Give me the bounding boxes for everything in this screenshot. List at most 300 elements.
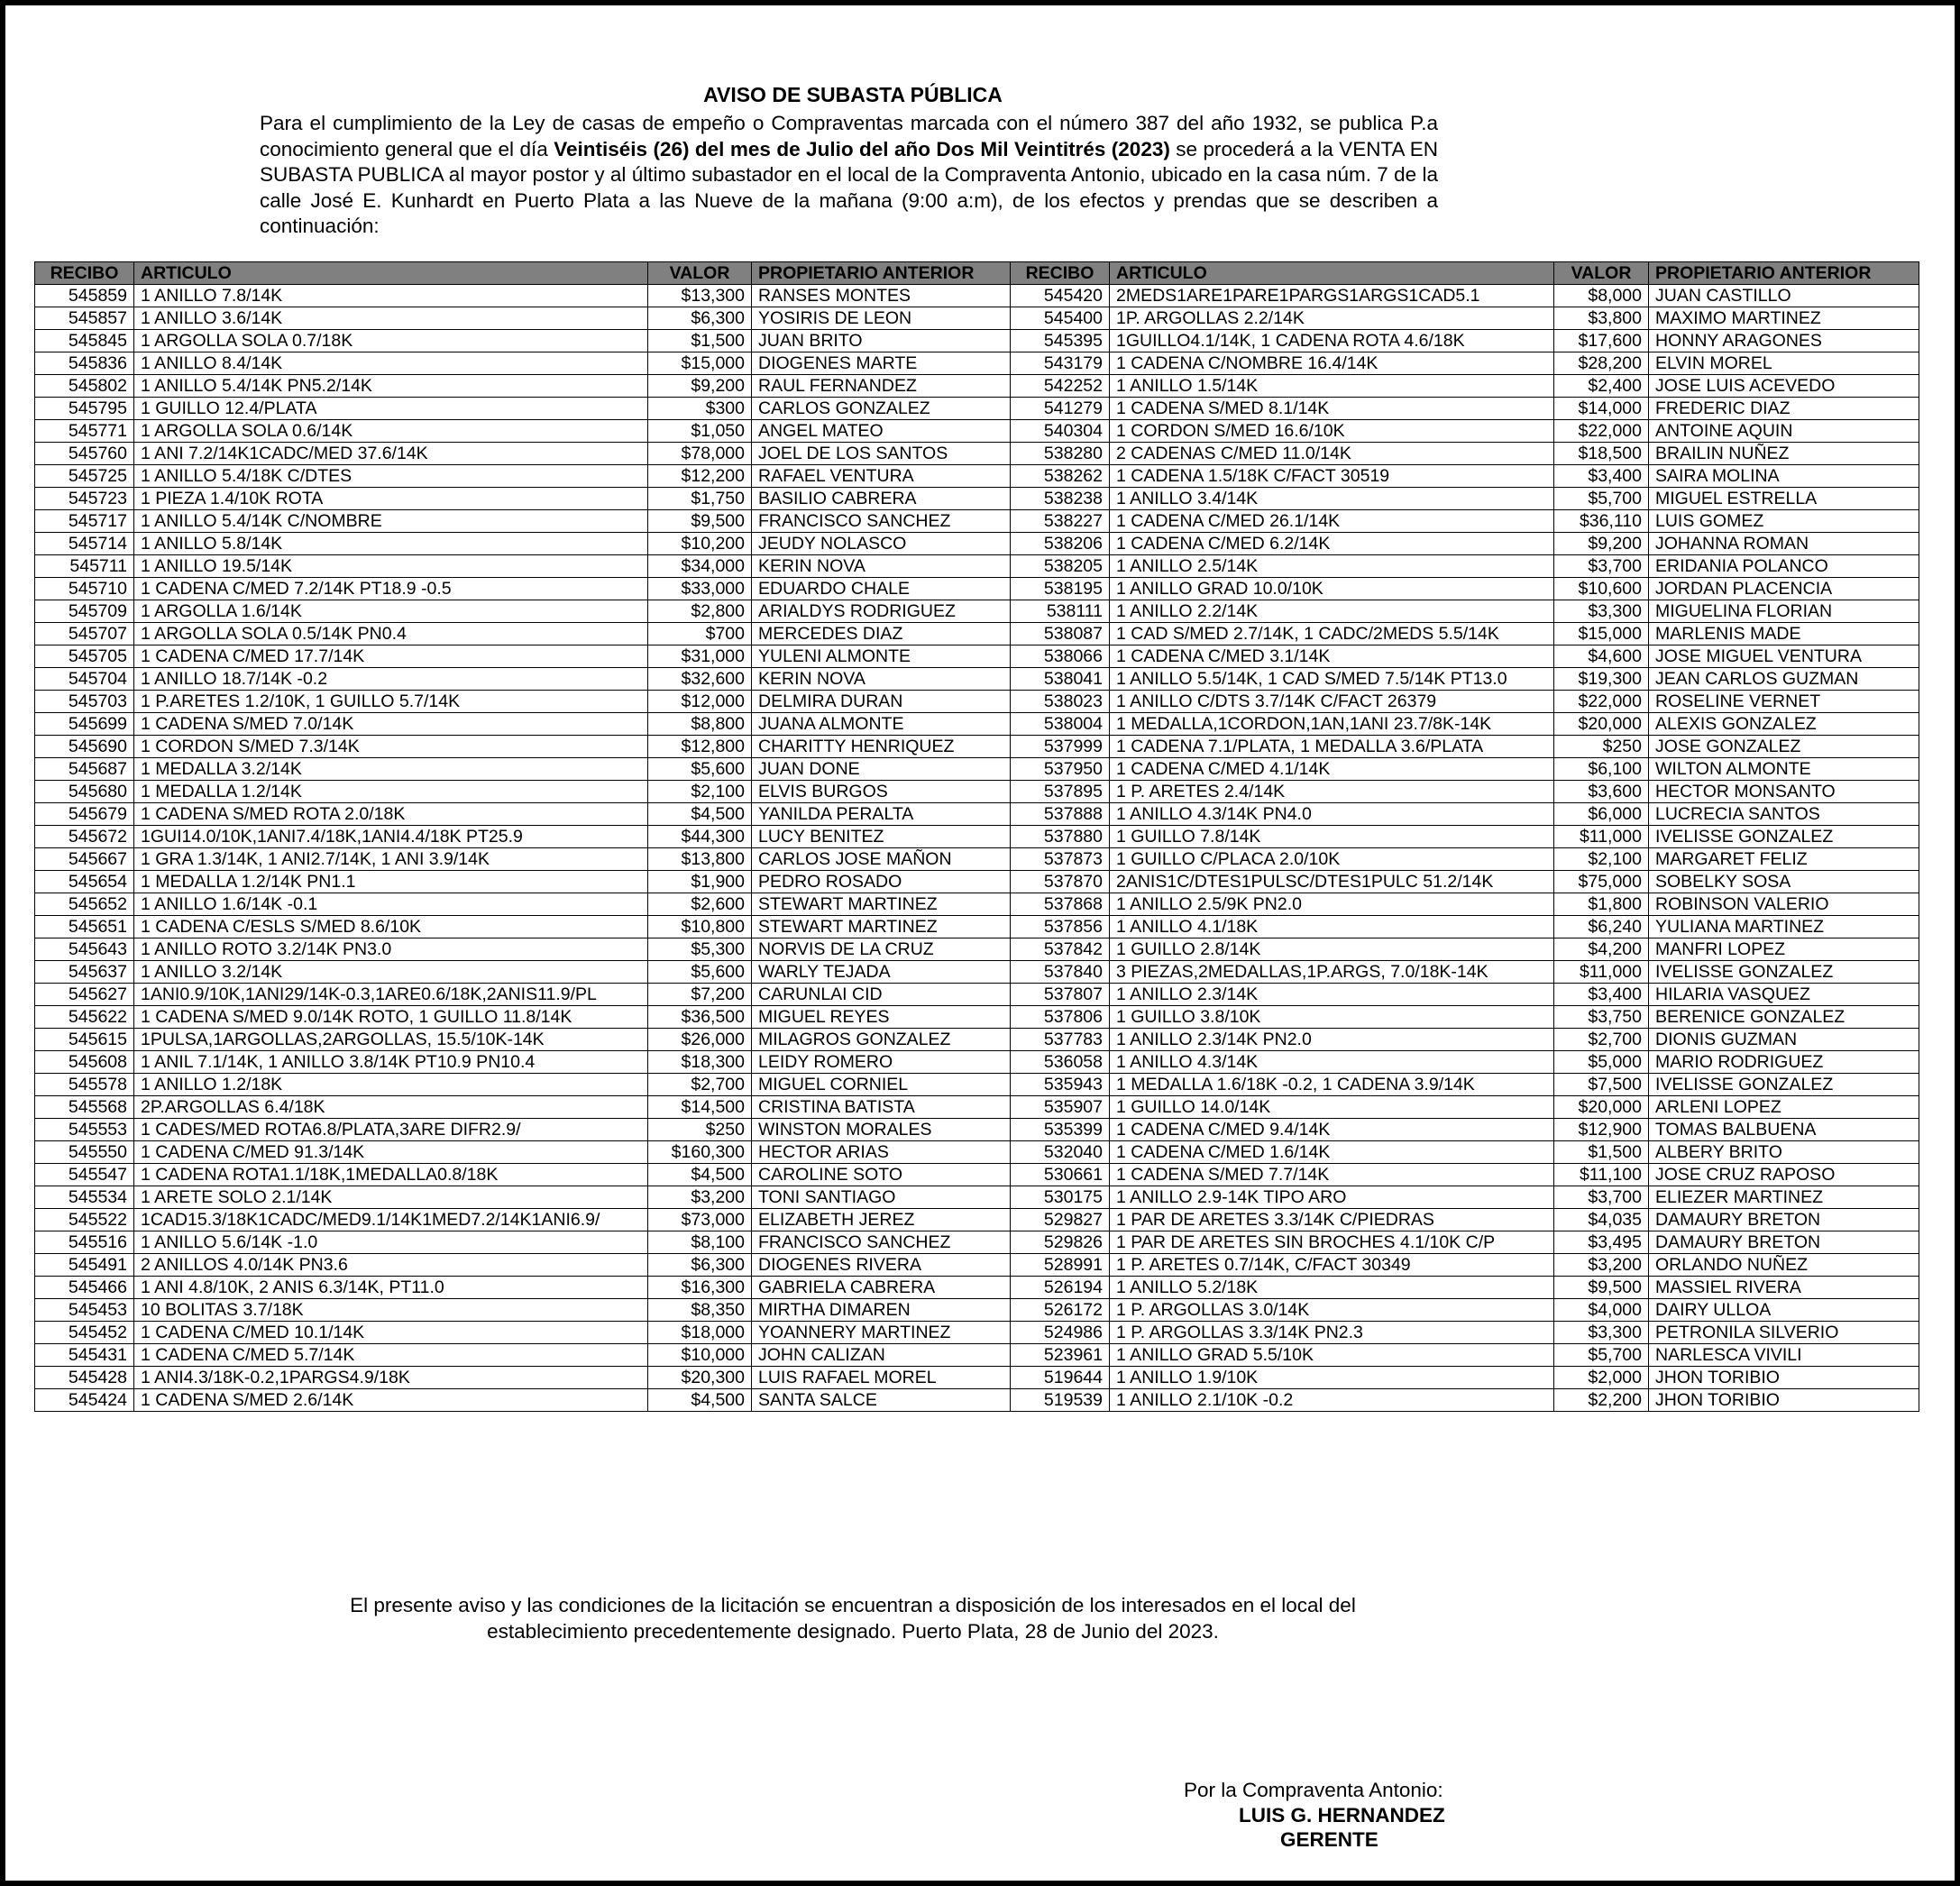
cell-valor: $9,200 [1554, 533, 1649, 555]
cell-valor: $250 [1554, 736, 1649, 758]
cell-articulo: 1 CADENA S/MED 8.1/14K [1110, 398, 1554, 420]
cell-propietario: JOSE CRUZ RAPOSO [1649, 1164, 1919, 1186]
cell-valor: $14,000 [1554, 398, 1649, 420]
cell-recibo: 524986 [1011, 1322, 1110, 1344]
cell-articulo: 1 ANILLO 3.6/14K [134, 307, 648, 330]
table-row [35, 1051, 1919, 1074]
cell-valor: $2,700 [1554, 1029, 1649, 1051]
cell-recibo: 523961 [1011, 1344, 1110, 1367]
cell-recibo: 545553 [35, 1119, 134, 1141]
cell-valor: $17,600 [1554, 330, 1649, 352]
cell-recibo: 535907 [1011, 1096, 1110, 1119]
cell-recibo: 537856 [1011, 916, 1110, 938]
cell-articulo: 1 ARETE SOLO 2.1/14K [134, 1186, 648, 1209]
cell-valor: $32,600 [648, 668, 752, 691]
cell-valor: $2,100 [648, 781, 752, 803]
cell-articulo: 1 GUILLO C/PLACA 2.0/10K [1110, 848, 1554, 871]
cell-propietario: JUAN BRITO [752, 330, 1011, 352]
cell-recibo: 545705 [35, 645, 134, 668]
cell-valor: $1,050 [648, 420, 752, 443]
cell-recibo: 526172 [1011, 1299, 1110, 1322]
cell-articulo: 1 ANILLO 2.3/14K PN2.0 [1110, 1029, 1554, 1051]
cell-propietario: DELMIRA DURAN [752, 691, 1011, 713]
cell-propietario: ALEXIS GONZALEZ [1649, 713, 1919, 736]
cell-recibo: 545491 [35, 1254, 134, 1277]
cell-articulo: 1 ANILLO 5.2/18K [1110, 1277, 1554, 1299]
cell-valor: $4,600 [1554, 645, 1649, 668]
cell-recibo: 545710 [35, 578, 134, 600]
cell-valor: $20,300 [648, 1367, 752, 1389]
cell-articulo: 1 GUILLO 12.4/PLATA [134, 398, 648, 420]
cell-recibo: 545651 [35, 916, 134, 938]
cell-recibo: 541279 [1011, 398, 1110, 420]
cell-valor: $3,750 [1554, 1006, 1649, 1029]
cell-valor: $3,200 [648, 1186, 752, 1209]
cell-propietario: BRAILIN NUÑEZ [1649, 443, 1919, 465]
cell-propietario: LUCRECIA SANTOS [1649, 803, 1919, 826]
cell-recibo: 545687 [35, 758, 134, 781]
cell-propietario: JHON TORIBIO [1649, 1367, 1919, 1389]
cell-recibo: 545400 [1011, 307, 1110, 330]
cell-propietario: ELVIN MOREL [1649, 352, 1919, 375]
cell-articulo: 1 MEDALLA 3.2/14K [134, 758, 648, 781]
cell-propietario: ROBINSON VALERIO [1649, 893, 1919, 916]
header-recibo: RECIBO [1011, 262, 1110, 285]
cell-propietario: MARLENIS MADE [1649, 623, 1919, 645]
cell-recibo: 526194 [1011, 1277, 1110, 1299]
table-row [35, 1299, 1919, 1322]
cell-articulo: 1 ANILLO C/DTS 3.7/14K C/FACT 26379 [1110, 691, 1554, 713]
cell-articulo: 1 ANILLO 2.2/14K [1110, 600, 1554, 623]
cell-valor: $11,000 [1554, 961, 1649, 984]
cell-recibo: 530661 [1011, 1164, 1110, 1186]
table-row [35, 600, 1919, 623]
table-row [35, 984, 1919, 1006]
cell-articulo: 1 ANILLO 5.5/14K, 1 CAD S/MED 7.5/14K PT13.0 [1110, 668, 1554, 691]
cell-valor: $12,200 [648, 465, 752, 488]
cell-recibo: 545654 [35, 871, 134, 893]
cell-propietario: DAMAURY BRETON [1649, 1231, 1919, 1254]
cell-articulo: 1 GUILLO 3.8/10K [1110, 1006, 1554, 1029]
table-row [35, 961, 1919, 984]
cell-recibo: 545420 [1011, 285, 1110, 307]
cell-propietario: NORVIS DE LA CRUZ [752, 938, 1011, 961]
cell-recibo: 545608 [35, 1051, 134, 1074]
cell-recibo: 545453 [35, 1299, 134, 1322]
cell-valor: $5,300 [648, 938, 752, 961]
cell-recibo: 538023 [1011, 691, 1110, 713]
cell-articulo: 2 ANILLOS 4.0/14K PN3.6 [134, 1254, 648, 1277]
table-body [35, 285, 1919, 1412]
cell-valor: $2,700 [648, 1074, 752, 1096]
table-row [35, 533, 1919, 555]
cell-propietario: IVELISSE GONZALEZ [1649, 826, 1919, 848]
cell-articulo: 1 CADES/MED ROTA6.8/PLATA,3ARE DIFR2.9/ [134, 1119, 648, 1141]
cell-propietario: ARIALDYS RODRIGUEZ [752, 600, 1011, 623]
cell-recibo: 538280 [1011, 443, 1110, 465]
cell-valor: $10,800 [648, 916, 752, 938]
cell-articulo: 1 P. ARETES 0.7/14K, C/FACT 30349 [1110, 1254, 1554, 1277]
cell-valor: $18,300 [648, 1051, 752, 1074]
cell-articulo: 1 ANILLO 5.8/14K [134, 533, 648, 555]
cell-valor: $18,000 [648, 1322, 752, 1344]
cell-articulo: 1 CORDON S/MED 7.3/14K [134, 736, 648, 758]
cell-propietario: TONI SANTIAGO [752, 1186, 1011, 1209]
table-row [35, 1006, 1919, 1029]
cell-valor: $75,000 [1554, 871, 1649, 893]
cell-articulo: 1 ARGOLLA SOLA 0.5/14K PN0.4 [134, 623, 648, 645]
cell-valor: $19,300 [1554, 668, 1649, 691]
cell-propietario: CARLOS GONZALEZ [752, 398, 1011, 420]
cell-recibo: 545534 [35, 1186, 134, 1209]
cell-valor: $2,200 [1554, 1389, 1649, 1412]
cell-recibo: 545615 [35, 1029, 134, 1051]
cell-propietario: SANTA SALCE [752, 1389, 1011, 1412]
cell-propietario: WINSTON MORALES [752, 1119, 1011, 1141]
cell-recibo: 545568 [35, 1096, 134, 1119]
cell-recibo: 545690 [35, 736, 134, 758]
cell-recibo: 538205 [1011, 555, 1110, 578]
cell-recibo: 545431 [35, 1344, 134, 1367]
cell-propietario: MERCEDES DIAZ [752, 623, 1011, 645]
cell-valor: $700 [648, 623, 752, 645]
cell-recibo: 529827 [1011, 1209, 1110, 1231]
cell-recibo: 537842 [1011, 938, 1110, 961]
cell-articulo: 1 P. ARETES 2.4/14K [1110, 781, 1554, 803]
cell-recibo: 545424 [35, 1389, 134, 1412]
intro-date: Veintiséis (26) del mes de Julio del año Dos Mil Veintitrés (2023) [554, 137, 1170, 160]
cell-recibo: 545771 [35, 420, 134, 443]
table-row [35, 1367, 1919, 1389]
cell-valor: $1,900 [648, 871, 752, 893]
cell-propietario: EDUARDO CHALE [752, 578, 1011, 600]
cell-articulo: 1 MEDALLA 1.6/18K -0.2, 1 CADENA 3.9/14K [1110, 1074, 1554, 1096]
cell-propietario: TOMAS BALBUENA [1649, 1119, 1919, 1141]
cell-propietario: WARLY TEJADA [752, 961, 1011, 984]
cell-articulo: 1 PIEZA 1.4/10K ROTA [134, 488, 648, 510]
cell-recibo: 545522 [35, 1209, 134, 1231]
cell-valor: $160,300 [648, 1141, 752, 1164]
cell-propietario: MIGUEL ESTRELLA [1649, 488, 1919, 510]
cell-valor: $18,500 [1554, 443, 1649, 465]
cell-valor: $2,100 [1554, 848, 1649, 871]
cell-articulo: 1 CADENA C/MED 5.7/14K [134, 1344, 648, 1367]
cell-valor: $300 [648, 398, 752, 420]
table-row [35, 736, 1919, 758]
cell-recibo: 537895 [1011, 781, 1110, 803]
cell-recibo: 529826 [1011, 1231, 1110, 1254]
cell-valor: $22,000 [1554, 691, 1649, 713]
cell-recibo: 519539 [1011, 1389, 1110, 1412]
cell-recibo: 538238 [1011, 488, 1110, 510]
cell-propietario: YANILDA PERALTA [752, 803, 1011, 826]
cell-propietario: JOSE MIGUEL VENTURA [1649, 645, 1919, 668]
cell-propietario: JOSE LUIS ACEVEDO [1649, 375, 1919, 398]
cell-recibo: 545723 [35, 488, 134, 510]
table-row [35, 1074, 1919, 1096]
cell-articulo: 1 ANILLO 1.9/10K [1110, 1367, 1554, 1389]
table-row [35, 1209, 1919, 1231]
cell-recibo: 545802 [35, 375, 134, 398]
table-header-row [35, 262, 1919, 285]
cell-propietario: JUAN CASTILLO [1649, 285, 1919, 307]
cell-valor: $6,000 [1554, 803, 1649, 826]
cell-articulo: 1 ANILLO 4.3/14K [1110, 1051, 1554, 1074]
cell-articulo: 1 ANILLO 18.7/14K -0.2 [134, 668, 648, 691]
cell-propietario: YULIANA MARTINEZ [1649, 916, 1919, 938]
table-row [35, 398, 1919, 420]
cell-recibo: 537868 [1011, 893, 1110, 916]
header-articulo: ARTICULO [134, 262, 648, 285]
table-row [35, 330, 1919, 352]
cell-articulo: 1 CADENA C/MED 9.4/14K [1110, 1119, 1554, 1141]
cell-articulo: 1 ANI 7.2/14K1CADC/MED 37.6/14K [134, 443, 648, 465]
cell-valor: $8,800 [648, 713, 752, 736]
cell-articulo: 1 CAD S/MED 2.7/14K, 1 CADC/2MEDS 5.5/14K [1110, 623, 1554, 645]
cell-articulo: 1 ARGOLLA SOLA 0.7/18K [134, 330, 648, 352]
cell-valor: $3,400 [1554, 984, 1649, 1006]
cell-propietario: CHARITTY HENRIQUEZ [752, 736, 1011, 758]
cell-valor: $3,400 [1554, 465, 1649, 488]
cell-recibo: 545760 [35, 443, 134, 465]
cell-valor: $11,000 [1554, 826, 1649, 848]
cell-recibo: 545627 [35, 984, 134, 1006]
cell-recibo: 538262 [1011, 465, 1110, 488]
cell-recibo: 545845 [35, 330, 134, 352]
cell-valor: $10,000 [648, 1344, 752, 1367]
cell-valor: $4,500 [648, 803, 752, 826]
cell-propietario: RAFAEL VENTURA [752, 465, 1011, 488]
cell-articulo: 1 ANILLO 2.9-14K TIPO ARO [1110, 1186, 1554, 1209]
cell-articulo: 1 ANILLO 2.3/14K [1110, 984, 1554, 1006]
cell-articulo: 1 ANILLO ROTO 3.2/14K PN3.0 [134, 938, 648, 961]
cell-propietario: MASSIEL RIVERA [1649, 1277, 1919, 1299]
cell-propietario: ELIZABETH JEREZ [752, 1209, 1011, 1231]
cell-propietario: CARUNLAI CID [752, 984, 1011, 1006]
cell-propietario: MANFRI LOPEZ [1649, 938, 1919, 961]
table-row [35, 375, 1919, 398]
cell-recibo: 535399 [1011, 1119, 1110, 1141]
cell-valor: $33,000 [648, 578, 752, 600]
cell-articulo: 1 ANILLO 5.4/18K C/DTES [134, 465, 648, 488]
cell-recibo: 545704 [35, 668, 134, 691]
table-row [35, 781, 1919, 803]
cell-articulo: 1GUI14.0/10K,1ANI7.4/18K,1ANI4.4/18K PT25.9 [134, 826, 648, 848]
table-row [35, 916, 1919, 938]
cell-articulo: 1 ARGOLLA SOLA 0.6/14K [134, 420, 648, 443]
table-row [35, 893, 1919, 916]
header-propietario: PROPIETARIO ANTERIOR [1649, 262, 1919, 285]
table-row [35, 307, 1919, 330]
cell-recibo: 528991 [1011, 1254, 1110, 1277]
cell-articulo: 1 ANILLO 3.2/14K [134, 961, 648, 984]
notice-title: AVISO DE SUBASTA PÚBLICA [703, 83, 1003, 106]
cell-propietario: RAUL FERNANDEZ [752, 375, 1011, 398]
cell-valor: $8,100 [648, 1231, 752, 1254]
cell-recibo: 536058 [1011, 1051, 1110, 1074]
cell-articulo: 1 CADENA C/MED 3.1/14K [1110, 645, 1554, 668]
table-row [35, 623, 1919, 645]
closing-line-1: El presente aviso y las condiciones de la licitación se encuentran a disposición de los interesados en el local del [350, 1594, 1356, 1616]
cell-articulo: 1 PAR DE ARETES 3.3/14K C/PIEDRAS [1110, 1209, 1554, 1231]
cell-propietario: YOSIRIS DE LEON [752, 307, 1011, 330]
cell-recibo: 545547 [35, 1164, 134, 1186]
cell-articulo: 1 CADENA C/MED 7.2/14K PT18.9 -0.5 [134, 578, 648, 600]
cell-articulo: 1 ANI4.3/18K-0.2,1PARGS4.9/18K [134, 1367, 648, 1389]
cell-valor: $1,500 [648, 330, 752, 352]
table-row [35, 668, 1919, 691]
cell-propietario: ORLANDO NUÑEZ [1649, 1254, 1919, 1277]
cell-articulo: 1 MEDALLA 1.2/14K PN1.1 [134, 871, 648, 893]
cell-propietario: JORDAN PLACENCIA [1649, 578, 1919, 600]
cell-recibo: 538004 [1011, 713, 1110, 736]
cell-articulo: 1 ANILLO 2.1/10K -0.2 [1110, 1389, 1554, 1412]
cell-articulo: 1 MEDALLA,1CORDON,1AN,1ANI 23.7/8K-14K [1110, 713, 1554, 736]
table-row [35, 578, 1919, 600]
cell-recibo: 545452 [35, 1322, 134, 1344]
cell-articulo: 1 CADENA S/MED 7.7/14K [1110, 1164, 1554, 1186]
cell-valor: $3,300 [1554, 600, 1649, 623]
table-row [35, 1164, 1919, 1186]
cell-articulo: 1 ANILLO 4.1/18K [1110, 916, 1554, 938]
cell-valor: $31,000 [648, 645, 752, 668]
cell-propietario: WILTON ALMONTE [1649, 758, 1919, 781]
cell-valor: $4,500 [648, 1389, 752, 1412]
cell-propietario: DIOGENES MARTE [752, 352, 1011, 375]
cell-propietario: DIOGENES RIVERA [752, 1254, 1011, 1277]
cell-valor: $6,100 [1554, 758, 1649, 781]
cell-propietario: LEIDY ROMERO [752, 1051, 1011, 1074]
cell-propietario: HILARIA VASQUEZ [1649, 984, 1919, 1006]
table-row [35, 443, 1919, 465]
cell-valor: $22,000 [1554, 420, 1649, 443]
cell-propietario: JUAN DONE [752, 758, 1011, 781]
cell-articulo: 1 ANILLO 5.6/14K -1.0 [134, 1231, 648, 1254]
table-row [35, 1119, 1919, 1141]
cell-articulo: 1 ANILLO GRAD 5.5/10K [1110, 1344, 1554, 1367]
cell-propietario: JEUDY NOLASCO [752, 533, 1011, 555]
cell-articulo: 1 ARGOLLA 1.6/14K [134, 600, 648, 623]
cell-recibo: 545516 [35, 1231, 134, 1254]
cell-recibo: 530175 [1011, 1186, 1110, 1209]
cell-articulo: 1 CADENA C/MED 6.2/14K [1110, 533, 1554, 555]
table-row [35, 691, 1919, 713]
cell-recibo: 545643 [35, 938, 134, 961]
cell-propietario: MARIO RODRIGUEZ [1649, 1051, 1919, 1074]
cell-valor: $1,800 [1554, 893, 1649, 916]
cell-valor: $10,600 [1554, 578, 1649, 600]
cell-recibo: 537840 [1011, 961, 1110, 984]
cell-articulo: 1 ANILLO 1.5/14K [1110, 375, 1554, 398]
cell-articulo: 1PULSA,1ARGOLLAS,2ARGOLLAS, 15.5/10K-14K [134, 1029, 648, 1051]
cell-propietario: DAIRY ULLOA [1649, 1299, 1919, 1322]
cell-recibo: 542252 [1011, 375, 1110, 398]
cell-articulo: 1CAD15.3/18K1CADC/MED9.1/14K1MED7.2/14K1ANI6.9/ [134, 1209, 648, 1231]
cell-recibo: 537806 [1011, 1006, 1110, 1029]
table-row [35, 1344, 1919, 1367]
intro-text-1: Para el cumplimiento de la Ley de casas de empeño o Compraventas marcada con el número 387 del año 1932, se publica P.a conocimiento general que el día [260, 112, 1438, 160]
cell-propietario: STEWART MARTINEZ [752, 916, 1011, 938]
cell-articulo: 1 CADENA C/MED 10.1/14K [134, 1322, 648, 1344]
header-valor: VALOR [648, 262, 752, 285]
cell-recibo: 545699 [35, 713, 134, 736]
cell-articulo: 1 ANIL 7.1/14K, 1 ANILLO 3.8/14K PT10.9 PN10.4 [134, 1051, 648, 1074]
header-articulo: ARTICULO [1110, 262, 1554, 285]
cell-valor: $5,600 [648, 961, 752, 984]
cell-articulo: 1 ANILLO 5.4/14K PN5.2/14K [134, 375, 648, 398]
cell-valor: $8,000 [1554, 285, 1649, 307]
cell-recibo: 538195 [1011, 578, 1110, 600]
cell-propietario: ANTOINE AQUIN [1649, 420, 1919, 443]
cell-propietario: IVELISSE GONZALEZ [1649, 1074, 1919, 1096]
cell-propietario: BASILIO CABRERA [752, 488, 1011, 510]
cell-recibo: 545709 [35, 600, 134, 623]
cell-articulo: 1 MEDALLA 1.2/14K [134, 781, 648, 803]
cell-valor: $3,300 [1554, 1322, 1649, 1344]
cell-propietario: SAIRA MOLINA [1649, 465, 1919, 488]
cell-valor: $9,200 [648, 375, 752, 398]
table-row [35, 1389, 1919, 1412]
cell-propietario: JOSE GONZALEZ [1649, 736, 1919, 758]
cell-valor: $5,600 [648, 758, 752, 781]
cell-propietario: ARLENI LOPEZ [1649, 1096, 1919, 1119]
table-row [35, 1186, 1919, 1209]
table-row [35, 510, 1919, 533]
cell-articulo: 1 ANILLO 2.5/14K [1110, 555, 1554, 578]
cell-valor: $4,200 [1554, 938, 1649, 961]
cell-valor: $4,035 [1554, 1209, 1649, 1231]
cell-valor: $2,600 [648, 893, 752, 916]
cell-recibo: 537870 [1011, 871, 1110, 893]
cell-articulo: 1 ANILLO 19.5/14K [134, 555, 648, 578]
cell-recibo: 545679 [35, 803, 134, 826]
cell-valor: $4,500 [648, 1164, 752, 1186]
cell-articulo: 1 CADENA C/NOMBRE 16.4/14K [1110, 352, 1554, 375]
cell-articulo: 1ANI0.9/10K,1ANI29/14K-0.3,1ARE0.6/18K,2ANIS11.9/PL [134, 984, 648, 1006]
cell-propietario: FRANCISCO SANCHEZ [752, 1231, 1011, 1254]
cell-recibo: 545859 [35, 285, 134, 307]
cell-valor: $73,000 [648, 1209, 752, 1231]
table-row [35, 488, 1919, 510]
intro-text-2: se procederá a la VENTA EN SUBASTA PUBLICA al mayor postor y al último subastador en el local de la Compraventa Antonio, ubicado en la casa núm. 7 de la calle José E. Kunhardt en Puerto Plata a las Nueve de la mañana (9:00 a:m), de los efectos y prendas que se describen a continuación: [260, 137, 1438, 238]
cell-propietario: JOHN CALIZAN [752, 1344, 1011, 1367]
cell-recibo: 538087 [1011, 623, 1110, 645]
cell-valor: $26,000 [648, 1029, 752, 1051]
cell-propietario: STEWART MARTINEZ [752, 893, 1011, 916]
cell-propietario: ELVIS BURGOS [752, 781, 1011, 803]
cell-propietario: ELIEZER MARTINEZ [1649, 1186, 1919, 1209]
cell-recibo: 545550 [35, 1141, 134, 1164]
cell-propietario: MARGARET FELIZ [1649, 848, 1919, 871]
cell-articulo: 1 CADENA S/MED 7.0/14K [134, 713, 648, 736]
cell-propietario: LUIS RAFAEL MOREL [752, 1367, 1011, 1389]
cell-recibo: 545717 [35, 510, 134, 533]
cell-valor: $3,495 [1554, 1231, 1649, 1254]
table-row [35, 1029, 1919, 1051]
cell-articulo: 1 ANILLO 1.6/14K -0.1 [134, 893, 648, 916]
cell-valor: $11,100 [1554, 1164, 1649, 1186]
cell-valor: $6,240 [1554, 916, 1649, 938]
cell-recibo: 538111 [1011, 600, 1110, 623]
cell-propietario: MAXIMO MARTINEZ [1649, 307, 1919, 330]
cell-recibo: 537880 [1011, 826, 1110, 848]
cell-propietario: KERIN NOVA [752, 668, 1011, 691]
cell-recibo: 545395 [1011, 330, 1110, 352]
cell-articulo: 1 ANILLO 2.5/9K PN2.0 [1110, 893, 1554, 916]
cell-valor: $20,000 [1554, 1096, 1649, 1119]
cell-articulo: 1 ANILLO 3.4/14K [1110, 488, 1554, 510]
cell-articulo: 1 GUILLO 2.8/14K [1110, 938, 1554, 961]
